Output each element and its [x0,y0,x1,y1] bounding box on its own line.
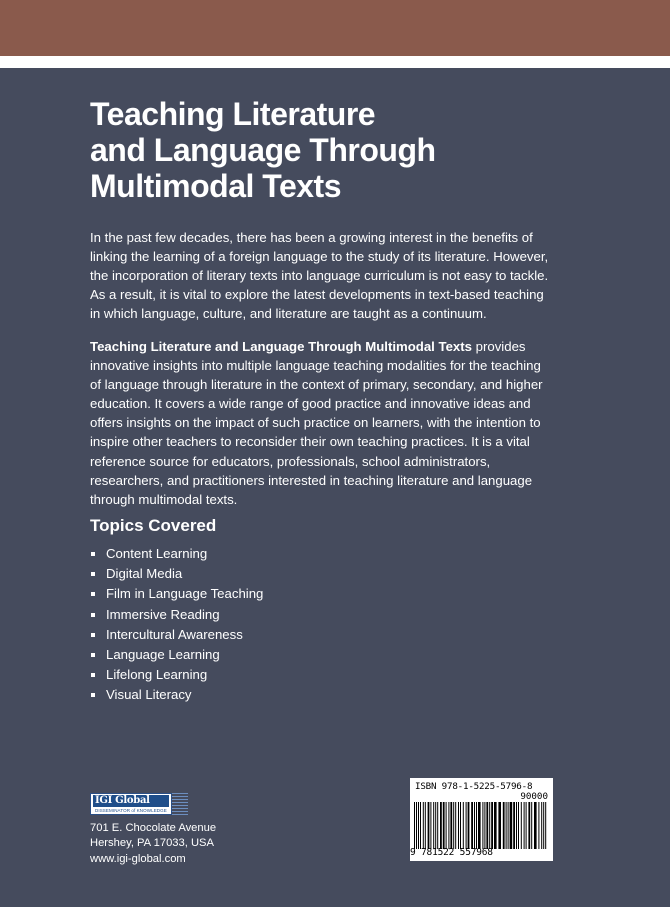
topic-label: Film in Language Teaching [106,586,264,602]
topic-label: Content Learning [106,546,208,561]
price-code: 90000 [520,791,548,802]
topic-label: Intercultural Awareness [106,626,243,642]
topic-item [90,584,263,604]
bullet-icon [91,673,95,677]
isbn-label: ISBN 978-1-5225-5796-8 [415,781,533,792]
description-bold-title: Teaching Literature and Language Through Multimodal Texts [90,339,472,354]
topic-item [90,564,263,584]
description-paragraph [90,337,550,509]
topic-label: Immersive Reading [106,606,220,622]
isbn-barcode [410,778,553,861]
bullet-icon [91,613,95,617]
topic-item [90,665,263,685]
book-title [90,96,590,204]
topic-label: Digital Media [106,566,183,582]
logo-stripes-decoration [172,793,188,815]
publisher-logo [90,793,172,815]
bullet-icon [91,653,95,657]
topic-label: Lifelong Learning [106,667,208,683]
bullet-icon [91,633,95,637]
barcode-bars [412,802,551,849]
topics-heading: Topics Covered [90,516,217,535]
topic-item [90,544,263,564]
title-line-3: Multimodal Texts [90,168,341,204]
topic-label: Visual Literacy [106,687,192,703]
bullet-icon [91,572,95,576]
bullet-icon [91,552,95,556]
publisher-address [90,821,216,867]
topic-item [90,645,263,665]
bullet-icon [91,693,95,697]
logo-name: IGI Global [93,795,169,807]
top-color-band [0,0,670,56]
title-line-2: and Language Through [90,132,436,168]
publisher-website: www.igi-global.com [90,852,186,865]
topic-item [90,685,263,705]
topics-list [90,544,263,706]
topic-label: Language Learning [106,646,220,662]
topic-item [90,605,263,625]
topic-item [90,625,263,645]
logo-tagline: DISSEMINATOR of KNOWLEDGE [95,808,167,813]
bullet-icon [91,592,95,596]
barcode-number: 9 781522 557968 [410,847,493,858]
address-line-2: Hershey, PA 17033, USA [90,837,214,850]
title-line-1: Teaching Literature [90,96,376,132]
intro-paragraph: In the past few decades, there has been a growing interest in the benefits of linking the learning of a foreign language to the study of its literature. However, the incorporation of literary texts into language curriculum is not easy to tackle. As a result, it is vital to explore the latest developments in text-based teaching in which language, culture, and literature are taught as a continuum. [90,230,549,322]
white-divider-band [0,56,670,68]
address-line-1: 701 E. Chocolate Avenue [90,822,217,834]
description-text: provides innovative insights into multiple language teaching modalities for the teaching of language through literature in the context of primary, secondary, and higher education. It covers a wide range of good practice and innovative ideas and offers insights on the impact of such practice on learners, with the intention to inspire other teachers to reconsider their own teaching practices. It is a vital reference source for educators, professionals, school administrators, researchers, and practitioners interested in teaching literature and language through multimodal texts. [90,339,543,507]
